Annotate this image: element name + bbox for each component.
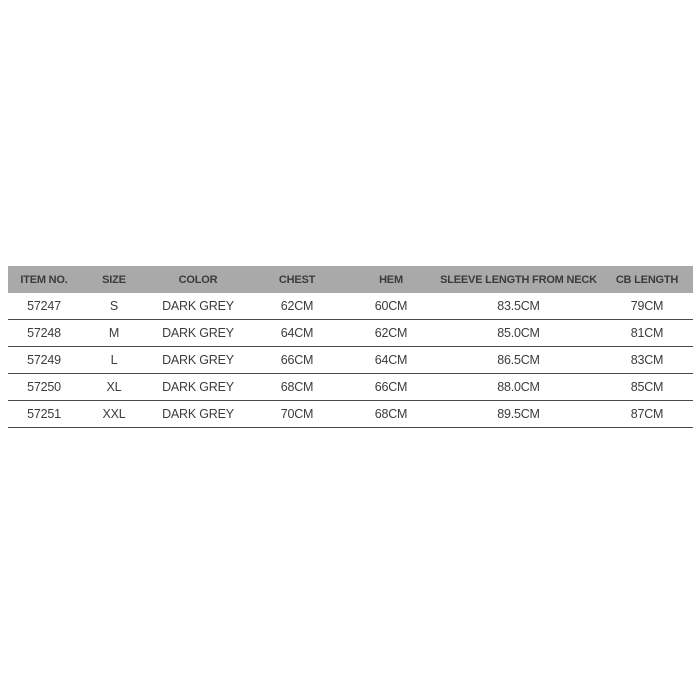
- table-cell-size: L: [80, 347, 148, 374]
- table-cell-cb-length: 87CM: [601, 401, 693, 428]
- column-header-size: SIZE: [80, 266, 148, 293]
- table-cell-color: DARK GREY: [148, 347, 248, 374]
- table-cell-color: DARK GREY: [148, 293, 248, 320]
- table-cell-cb-length: 85CM: [601, 374, 693, 401]
- table-cell-size: M: [80, 320, 148, 347]
- table-cell-sleeve-length: 88.0CM: [436, 374, 601, 401]
- table-cell-item-no: 57250: [8, 374, 80, 401]
- table-row: [8, 347, 693, 374]
- column-header-cb-length: CB LENGTH: [601, 266, 693, 293]
- table-cell-size: XXL: [80, 401, 148, 428]
- table-cell-color: DARK GREY: [148, 320, 248, 347]
- table-cell-chest: 64CM: [248, 320, 346, 347]
- table-cell-hem: 64CM: [346, 347, 436, 374]
- table-row: [8, 320, 693, 347]
- table-cell-sleeve-length: 83.5CM: [436, 293, 601, 320]
- table-row: [8, 374, 693, 401]
- table-cell-cb-length: 79CM: [601, 293, 693, 320]
- table-row: [8, 293, 693, 320]
- table-cell-chest: 68CM: [248, 374, 346, 401]
- table-cell-sleeve-length: 89.5CM: [436, 401, 601, 428]
- table-cell-sleeve-length: 85.0CM: [436, 320, 601, 347]
- table-cell-hem: 66CM: [346, 374, 436, 401]
- column-header-color: COLOR: [148, 266, 248, 293]
- table-cell-sleeve-length: 86.5CM: [436, 347, 601, 374]
- table-cell-color: DARK GREY: [148, 374, 248, 401]
- table-cell-chest: 70CM: [248, 401, 346, 428]
- table-cell-size: XL: [80, 374, 148, 401]
- table-cell-item-no: 57249: [8, 347, 80, 374]
- table-cell-hem: 62CM: [346, 320, 436, 347]
- table-cell-color: DARK GREY: [148, 401, 248, 428]
- column-header-hem: HEM: [346, 266, 436, 293]
- table-cell-cb-length: 83CM: [601, 347, 693, 374]
- table-cell-hem: 60CM: [346, 293, 436, 320]
- table-cell-chest: 66CM: [248, 347, 346, 374]
- table-cell-item-no: 57247: [8, 293, 80, 320]
- table-cell-item-no: 57251: [8, 401, 80, 428]
- table-header-row: [8, 266, 693, 293]
- table-row: [8, 401, 693, 428]
- table-cell-chest: 62CM: [248, 293, 346, 320]
- table-cell-item-no: 57248: [8, 320, 80, 347]
- table-cell-hem: 68CM: [346, 401, 436, 428]
- size-chart-table: [8, 266, 693, 428]
- table-cell-cb-length: 81CM: [601, 320, 693, 347]
- column-header-chest: CHEST: [248, 266, 346, 293]
- column-header-sleeve-length: SLEEVE LENGTH FROM NECK: [436, 266, 601, 293]
- table-cell-size: S: [80, 293, 148, 320]
- column-header-item-no: ITEM NO.: [8, 266, 80, 293]
